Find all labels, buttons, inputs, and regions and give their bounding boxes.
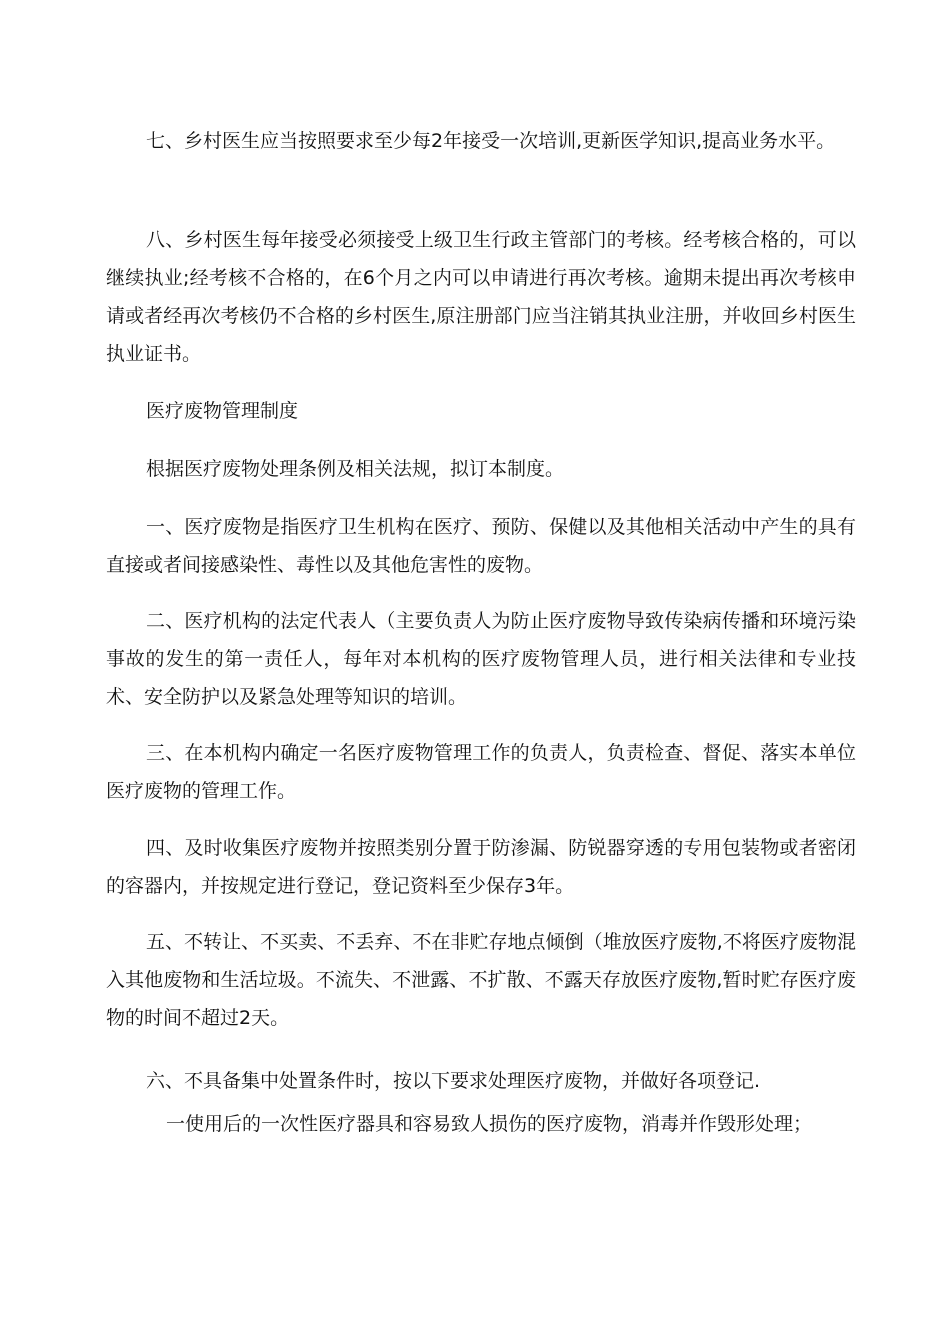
section-title-medical-waste: 医疗废物管理制度 (146, 400, 299, 422)
paragraph-item-2: 二、医疗机构的法定代表人（主要负责人为防止医疗废物导致传染病传播和环境污染事故的发生的第一责任人，每年对本机构的医疗废物管理人员，进行相关法律和专业技术、安全防护以及紧急处理等知识的培训。 (106, 610, 856, 708)
paragraph-rural-doctor-training: 七、乡村医生应当按照要求至少每2年接受一次培训,更新医学知识,提高业务水平。 (146, 130, 836, 152)
paragraph-item-1: 一、医疗废物是指医疗卫生机构在医疗、预防、保健以及其他相关活动中产生的具有直接或者间接感染性、毒性以及其他危害性的废物。 (106, 516, 856, 576)
paragraph-item-4: 四、及时收集医疗废物并按照类别分置于防渗漏、防锐器穿透的专用包装物或者密闭的容器内，并按规定进行登记，登记资料至少保存3年。 (106, 837, 856, 897)
paragraph-item-5: 五、不转让、不买卖、不丢弃、不在非贮存地点倾倒（堆放医疗废物,不将医疗废物混入其他废物和生活垃圾。不流失、不泄露、不扩散、不露天存放医疗废物,暂时贮存医疗废物的时间不超过2天。 (106, 931, 856, 1029)
paragraph-item-6-sub: 一使用后的一次性医疗器具和容易致人损伤的医疗废物，消毒并作毁形处理； (166, 1113, 813, 1135)
paragraph-item-6: 六、不具备集中处置条件时，按以下要求处理医疗废物，并做好各项登记. (146, 1070, 761, 1092)
paragraph-rural-doctor-assessment: 八、乡村医生每年接受必须接受上级卫生行政主管部门的考核。经考核合格的，可以继续执业;经考核不合格的，在6个月之内可以申请进行再次考核。逾期未提出再次考核申请或者经再次考核仍不合格的乡村医生,原注册部门应当注销其执业注册，并收回乡村医生执业证书。 (106, 229, 856, 365)
paragraph-basis: 根据医疗废物处理条例及相关法规，拟订本制度。 (146, 458, 565, 480)
paragraph-item-3: 三、在本机构内确定一名医疗废物管理工作的负责人，负责检查、督促、落实本单位医疗废物的管理工作。 (106, 742, 856, 802)
